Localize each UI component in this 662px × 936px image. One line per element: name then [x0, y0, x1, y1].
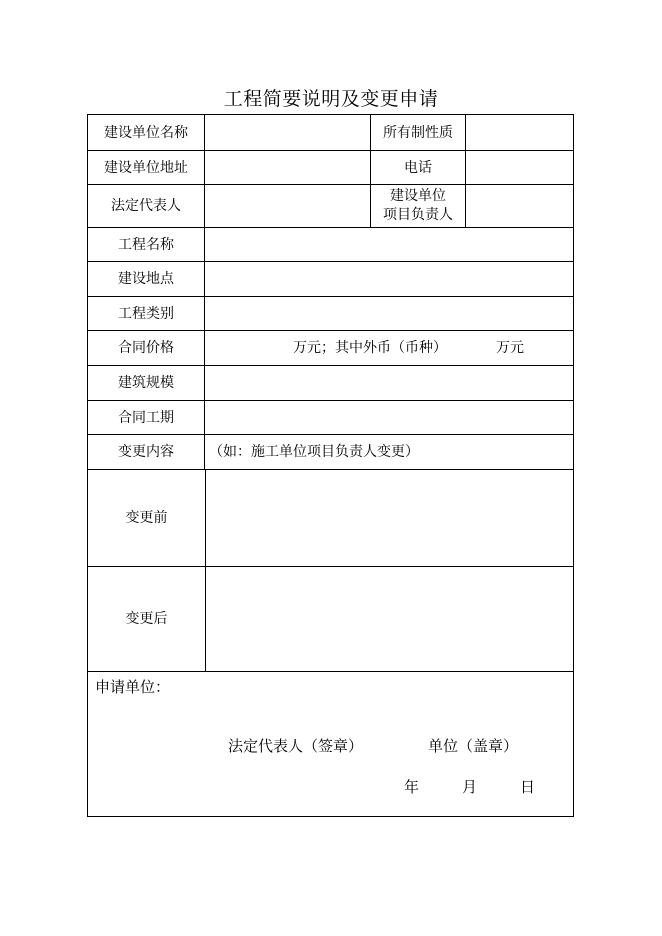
contract-price-label: 合同价格 [118, 340, 174, 356]
row-divider [88, 671, 573, 672]
change-content-hint: （如：施工单位项目负责人变更） [209, 444, 419, 460]
date-day-label: 日 [520, 778, 536, 796]
ownership-label: 所有制性质 [383, 124, 453, 141]
after-change-field[interactable] [206, 567, 573, 671]
date-year-label: 年 [404, 778, 420, 796]
project-name-label: 工程名称 [118, 236, 174, 253]
after-change-label: 变更后 [125, 611, 168, 627]
application-form [87, 114, 574, 817]
project-type-label: 工程类别 [118, 305, 174, 322]
project-leader-label [371, 185, 465, 227]
contract-period-label: 合同工期 [118, 409, 174, 426]
project-leader-field[interactable] [466, 185, 573, 227]
project-type-field[interactable] [205, 297, 573, 330]
phone-field[interactable] [466, 151, 573, 184]
document-title: 工程简要说明及变更申请 [223, 88, 439, 110]
builder-name-label: 建设单位名称 [104, 124, 188, 141]
builder-address-label: 建设单位地址 [104, 159, 188, 176]
contract-period-field[interactable] [205, 401, 573, 434]
change-content-label: 变更内容 [118, 444, 174, 460]
change-content-field[interactable] [205, 435, 573, 469]
build-scale-field[interactable] [205, 366, 573, 400]
build-location-label: 建设地点 [118, 271, 174, 287]
project-leader-label-line2: 项目负责人 [383, 207, 453, 223]
phone-label: 电话 [404, 159, 432, 176]
builder-address-field[interactable] [205, 151, 370, 184]
legal-rep-label: 法定代表人 [111, 198, 181, 214]
legal-rep-field[interactable] [205, 185, 370, 227]
project-leader-label-line1: 建设单位 [390, 188, 446, 204]
build-location-field[interactable] [205, 262, 573, 296]
project-name-field[interactable] [205, 228, 573, 261]
before-change-label: 变更前 [125, 510, 168, 526]
unit-seal-label: 单位（盖章） [428, 737, 519, 755]
contract-price-field[interactable] [205, 331, 573, 365]
date-month-label: 月 [462, 778, 478, 796]
applicant-unit-label: 申请单位： [95, 678, 171, 696]
ownership-field[interactable] [466, 115, 573, 150]
before-change-field[interactable] [206, 470, 573, 566]
legal-rep-signature-label: 法定代表人（签章） [228, 737, 364, 755]
contract-price-text-part2: 万元 [496, 340, 524, 356]
builder-name-field[interactable] [205, 115, 370, 150]
contract-price-text-part1: 万元；其中外币（币种） [293, 340, 447, 356]
build-scale-label: 建筑规模 [118, 375, 174, 391]
